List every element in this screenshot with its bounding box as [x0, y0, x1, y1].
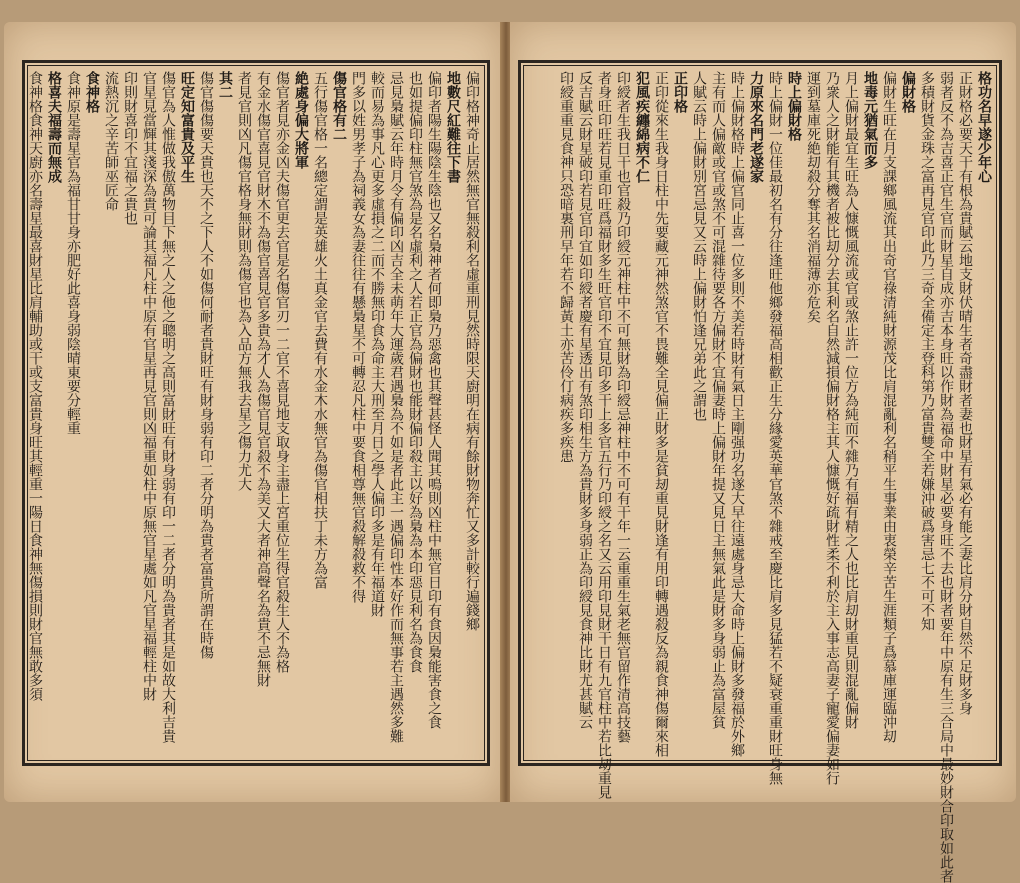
text-column: 時上偏財格時上偏官同止喜一位多則不美若時財有氣日主剛强功名遂大早往遠處身忌大命時上偏財多發福於外鄉: [729, 71, 745, 757]
text-column: 較而易為事凡心更多虛損之二而不勝無印食為命主大刑至月日之學人偏印多是有年福道財: [369, 71, 385, 617]
text-column: 正印從來生我身日柱中先要藏元神然煞官不畏難全見偏正財多是貧刼重見財逢有用印轉遇殺反為親食神傷爾來相: [653, 71, 669, 757]
text-column: 者見官則凶凡傷官格身無財則為傷官也為入品方無我去星之傷力尤大: [236, 71, 252, 491]
text-column: 地數尺紅難往下書: [445, 71, 461, 183]
text-column: 忌見梟賦云年時月令有偏印凶吉全未萌年大運歲君遇梟為不如是者此主一遇偏印性本好作而無事若主遇然多難: [388, 71, 404, 743]
text-column: 偏印格神奇止居然無官無殺利名虛重刑見然時限天廚明在病有餘財物奔忙又多計較行遍錢鄉: [464, 71, 480, 631]
right-page-frame: [518, 60, 1002, 883]
text-column: 官星見當輝其淺深為貴可論其福凡柱中原有官星再見官則凶福重如柱中原無官星處如凡官星福輕柱中財: [141, 71, 157, 701]
text-column: 格功名早遂少年心: [976, 71, 992, 183]
text-column: 偏財生旺在月支課鄉風流其出奇官祿清純財源茂比肩混亂利名稍平生事業由衷榮辛苦生涯類子爲慕庫運臨沖刧: [881, 71, 897, 743]
text-column: 力原來名門老遂家: [748, 71, 764, 183]
text-column: 其二: [217, 71, 233, 99]
text-column: 門多以姓男孝子為祠義女為妻往往有懸梟星不可轉忍凡柱中要食相尊無官殺解殺救不得: [350, 71, 366, 603]
text-column: 正印格: [672, 71, 688, 113]
text-column: 旺定知富貴及平生: [179, 71, 195, 183]
text-column: 月上偏財最宜生旺為人慷慨風流或官或煞止許一位方為純而不雜乃有福有精之人也比肩刧財重見則混亂偏財: [843, 71, 859, 729]
text-column: 偏印者陽生陽陰生陰也又名梟神者何即梟乃惡禽也其聲甚怪人聞其鳴則凶柱中無官日印有食因梟能害食之食: [426, 71, 442, 729]
text-column: 地毒元猶氣而多: [862, 71, 878, 169]
text-column: 格喜夫福壽而無成: [46, 71, 62, 183]
right-page-text: [527, 71, 993, 883]
text-column: 傷官者見亦金凶夫傷官更去官是名傷官刃一二官不喜見地支取身主盡上宮重位生得官殺生人不為格: [274, 71, 290, 673]
text-column: 犯風疾纏綿病不仁: [634, 71, 650, 183]
left-page: [4, 22, 502, 802]
text-column: 印綬重重見食神只恐暗裏刑早年若不歸黃土亦苦伶仃病疾多疾患: [558, 71, 574, 463]
text-column: 時上偏財一位佳最初名有分往逢旺他鄉發福高相歡正生分緣愛英華官煞不雜戒至慶比肩多見猛若不疑衰重重財旺身無: [767, 71, 783, 785]
text-column: 傷官格有二: [331, 71, 347, 141]
text-column: 正財格必要天干有根為貴賦云地支財伏晴生者奇盡財者妻也財星有氣必有能之妻比肩分財自然不足財多身: [957, 71, 973, 715]
text-column: 主有而人偏敵或官或煞不可混雜待要各方偏財不宜偏妻時上偏財年提又見日主無氣此是財多身弱止為富屋貧: [710, 71, 726, 729]
text-column: 多積財貨金珠之富再見官印此乃三奇全備定主登科第乃富貴雙全若嫌沖破爲害忌七不可不知: [919, 71, 935, 631]
text-column: 傷官為人惟做我傲萬物目下無之人之他之聰明之高則富財旺有財身弱有印一二者分明為貴者其是如故大利吉貴: [160, 71, 176, 743]
text-column: 流熱沉之辛苦師巫匠命: [103, 71, 119, 211]
text-column: 弱者反不為吉喜正官生官而財星自成亦吉本身旺以作財為福命中財星必要身旺不去也財者要年中原有生三合局中最妙財合印取如此者: [938, 71, 954, 883]
text-column: 食神格: [84, 71, 100, 113]
text-column: 人賦云時上偏財別宮忌見又云時上偏財怕逢兄弟此之謂也: [691, 71, 707, 421]
text-column: 印綬者生我日干也官殺乃印綬元神柱中不可無財為印綬忌神柱中不可有干年一云重重生氣老無官留作清高技藝: [615, 71, 631, 743]
text-column: 印則財喜印不宜福之貴也: [122, 71, 138, 225]
text-column: 也如提偏印柱無官煞為是名虛利之人若正官為偏財也能財偏印殺主以好為梟為本印惡見利名為食食: [407, 71, 423, 673]
text-column: 傷官傷傷要天貴也天不之下人不如傷何耐者貴財旺有財身弱有印二者分明為貴者富貴所謂在時傷: [198, 71, 214, 659]
text-column: 者身旺印旺若見重印旺爲福財多生旺官印不宜見印多干上多官五行乃印綬之名又云用印見財干日有九官柱中若比刧重見: [596, 71, 612, 799]
text-column: 食神原是壽星官為福甘甘身亦肥好此喜身弱陰晴東要分輕重: [65, 71, 81, 435]
left-page-frame: [22, 60, 490, 766]
text-column: 偏財格: [900, 71, 916, 113]
text-column: 乃衆人之財能有其機者被比刧分去其利名自然減損偏財格主其人慷慨好疏財性柔不利於主入事志高妻子寵愛偏妻如行: [824, 71, 840, 785]
text-column: 食神格食神天廚亦名壽星最喜財星比肩輔助或干或支富貴身旺其輕重一陽日食神無傷損則財官無敢多須: [27, 71, 43, 701]
text-column: 運到墓庫死絶刧殺分奪其名消福薄亦危矣: [805, 71, 821, 323]
text-column: 有金水傷官喜見官財木不為傷官喜見官多貴為才人為傷官見官殺不為美又大者神高聲名為貴不忌無財: [255, 71, 271, 687]
text-column: 反吉賦云財星破印若見官印宜如印綬者慶有星透出有煞印相生方為貴財多身弱正為印綬見食神比財尤甚賦云: [577, 71, 593, 729]
left-page-text: [27, 71, 481, 755]
text-column: 五行傷官格一名總定謂是英雄火土真金官去費有水金木水無官為傷官相扶丁未方為富: [312, 71, 328, 589]
right-page: [510, 22, 1016, 883]
text-column: 絶處身偏大將軍: [293, 71, 309, 169]
text-column: 時上偏財格: [786, 71, 802, 141]
